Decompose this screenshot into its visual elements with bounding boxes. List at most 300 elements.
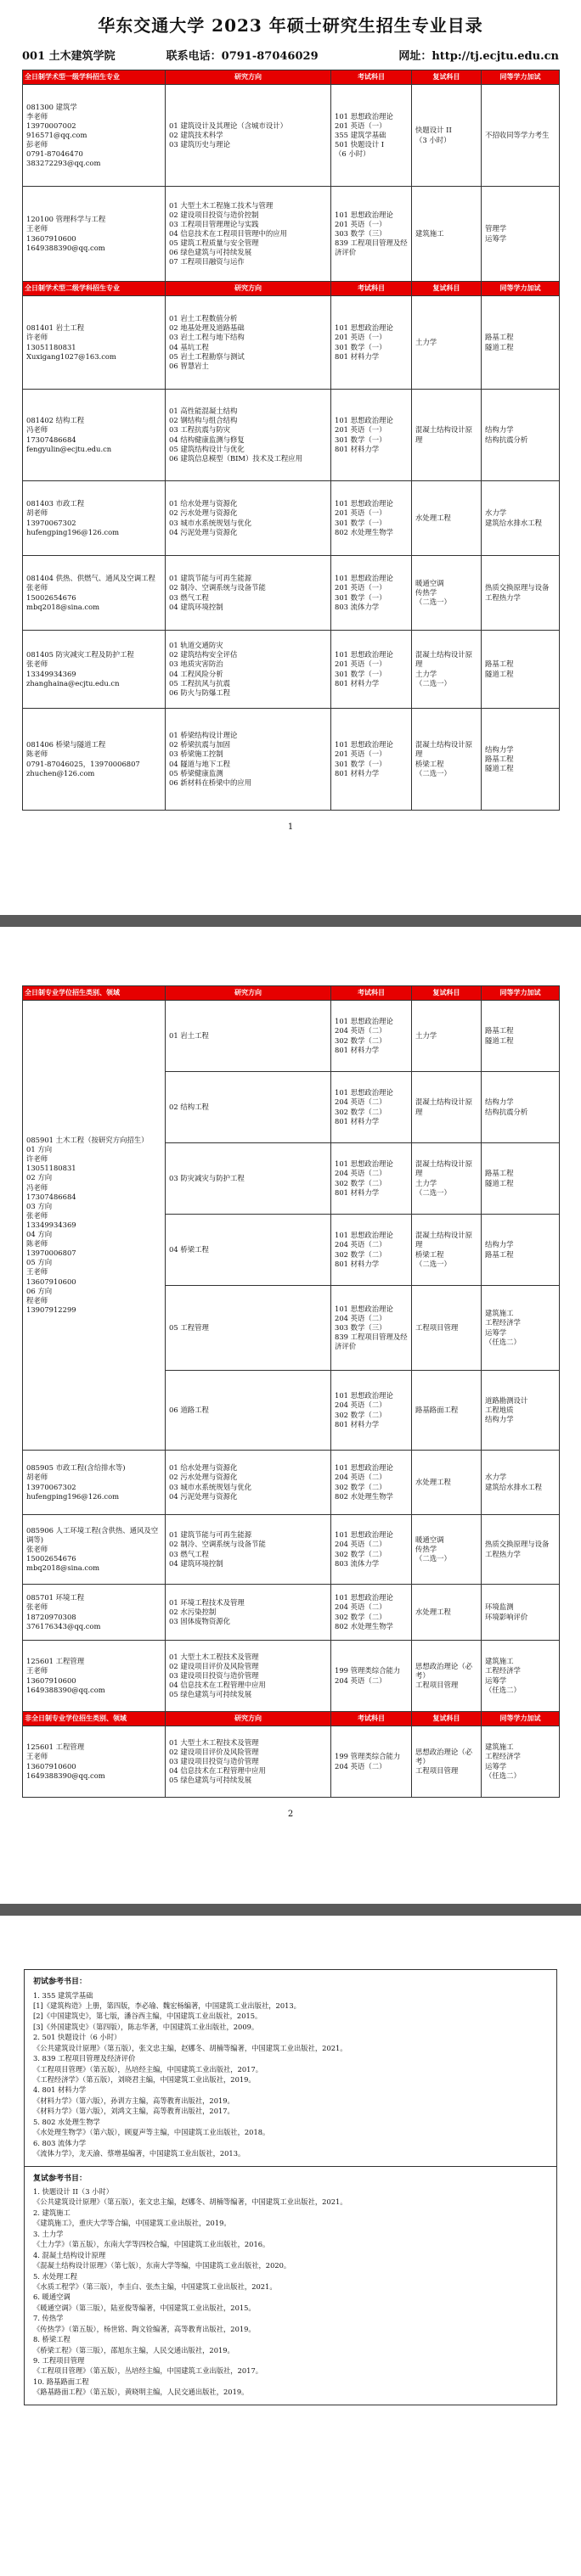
cell-line: 03 固体废物资源化: [169, 1617, 230, 1626]
exam-subjects-cell: [331, 556, 412, 631]
website-link[interactable]: 网址：http://tj.ecjtu.edu.cn: [398, 50, 559, 63]
cell-line: 01 大型土木工程施工技术与管理: [169, 200, 274, 210]
cell-line: 混凝土结构设计原理: [415, 425, 472, 444]
cell-line: 204 英语（二）: [335, 1400, 386, 1410]
cell-line: 03 城市水系统规划与优化: [169, 1482, 252, 1491]
cell-line: 801 材料力学: [335, 1187, 380, 1197]
cell-line: 1649388390@qq.com: [26, 243, 105, 252]
cell-line: 路基工程: [485, 754, 514, 763]
research-directions-cell: [166, 390, 331, 481]
cell-line: 工程经济学: [485, 1666, 521, 1675]
cell-line: 802 水处理生物学: [335, 527, 393, 536]
exam-subjects-cell: [331, 390, 412, 481]
cell-line: 01 建筑节能与可再生能源: [169, 1530, 252, 1540]
reference-line: 10. 路基路面工程: [33, 2377, 89, 2386]
cell-line: 802 水处理生物学: [335, 1621, 393, 1630]
cell-line: 801 材料力学: [335, 1419, 380, 1428]
cell-line: 工程项目管理: [415, 1681, 459, 1690]
page-separator: [0, 1889, 581, 1935]
cell-line: 204 英语（二）: [335, 1473, 386, 1482]
cell-line: 冯老师: [26, 425, 48, 435]
cell-line: 结构抗震分析: [485, 1107, 528, 1116]
cell-line: 01 建筑节能与可再生能源: [169, 574, 252, 583]
cell-line: 暖通空调: [415, 1535, 444, 1544]
retest-subjects-cell: [412, 296, 482, 390]
column-header: 复试科目: [412, 1712, 482, 1726]
cell-line: 101 思想政治理论: [335, 111, 393, 121]
cell-line: 201 英语（一）: [335, 583, 386, 592]
program-row: [23, 709, 560, 811]
retest-subjects-cell: [412, 1143, 482, 1215]
cell-line: 0791-87046470: [26, 149, 83, 159]
cell-line: 土力学: [415, 337, 437, 346]
cell-line: 201 英语（一）: [335, 659, 386, 669]
column-header: 研究方向: [166, 70, 331, 85]
cell-line: 隧道工程: [485, 764, 514, 773]
document-title: 华东交通大学 2023 年硕士研究生招生专业目录: [98, 15, 483, 36]
program-row: [23, 556, 560, 631]
cell-line: 03 建设项目投资与造价管理: [169, 1670, 259, 1680]
program-row: [23, 1451, 560, 1515]
cell-line: 199 管理类综合能力: [335, 1752, 401, 1761]
contact-phone: 联系电话：0791-87046029: [166, 50, 319, 63]
cell-line: 热质交换原理与设备: [485, 1540, 550, 1549]
research-directions-cell: [166, 1286, 331, 1371]
program-major-cell: [23, 1451, 166, 1515]
cell-line: 胡老师: [26, 1473, 48, 1482]
cell-line: 801 材料力学: [335, 1116, 380, 1125]
cell-line: 101 思想政治理论: [335, 499, 393, 508]
page-3: [0, 1935, 581, 2576]
program-row: [23, 85, 560, 187]
cell-line: 工程热力学: [485, 592, 521, 602]
research-directions-cell: [166, 631, 331, 709]
reference-line: 6. 暖通空调: [33, 2293, 71, 2302]
column-header: 复试科目: [412, 282, 482, 296]
cell-line: 01 方向: [26, 1145, 53, 1154]
cell-line: 06 建筑信息模型（BIM）技术及工程应用: [169, 453, 302, 463]
cell-line: 802 水处理生物学: [335, 1491, 393, 1501]
reference-line: 《传热学》（第五版），杨世铭、陶文铨编著，高等教育出版社，2019。: [33, 2324, 256, 2333]
reference-line: 9. 工程项目管理: [33, 2356, 85, 2365]
program-major-cell: [23, 1515, 166, 1585]
cell-line: 803 流体力学: [335, 1558, 380, 1568]
cell-line: 07 工程项目融资与运作: [169, 257, 245, 267]
cell-line: 085906 人工环境工程(含供热、通风及空调等): [26, 1525, 159, 1544]
cell-line: 路基路面工程: [415, 1405, 459, 1414]
cell-line: 05 方向: [26, 1258, 53, 1267]
retest-subjects-cell: [412, 1585, 482, 1641]
cell-line: 04 建筑环境控制: [169, 602, 223, 611]
cell-line: 03 岩土工程与地下结构: [169, 333, 245, 342]
cell-line: 801 材料力学: [335, 1045, 380, 1054]
retest-subjects-cell: [412, 1072, 482, 1143]
cell-line: 302 数学（二）: [335, 1410, 386, 1419]
reference-line: 《混凝土结构设计原理》（第七版），东南大学等编，中国建筑工业出版社，2020。: [33, 2261, 291, 2270]
cell-line: 许老师: [26, 1154, 48, 1164]
cell-line: 383272293@qq.com: [26, 159, 101, 168]
cell-line: 运筹学: [485, 1761, 507, 1771]
cell-line: 201 英语（一）: [335, 333, 386, 342]
cell-line: 01 给水处理与资源化: [169, 1463, 238, 1473]
cell-line: 04 结构健康监测与修复: [169, 435, 245, 444]
cell-line: 王老师: [26, 1666, 48, 1675]
cell-line: 03 防灾减灾与防护工程: [169, 1173, 245, 1182]
research-directions-cell: [166, 1641, 331, 1712]
cell-line: 085701 环境工程: [26, 1593, 85, 1602]
cell-line: 思想政治理论（必考）: [415, 1661, 472, 1680]
equivalent-extra-cell: [482, 1072, 560, 1143]
cell-line: 热质交换原理与设备: [485, 583, 550, 592]
cell-line: 204 英语（二）: [335, 1761, 386, 1771]
cell-line: 不招收同等学力考生: [485, 130, 550, 139]
cell-line: 081406 桥梁与隧道工程: [26, 740, 106, 749]
cell-line: 302 数学（二）: [335, 1482, 386, 1491]
equivalent-extra-cell: [482, 1585, 560, 1641]
cell-line: 张老师: [26, 583, 48, 592]
cell-line: 传热学: [415, 587, 437, 597]
retest-subjects-cell: [412, 390, 482, 481]
cell-line: 混凝土结构设计原理: [415, 1159, 472, 1178]
reference-line: 4. 混凝土结构设计原理: [33, 2250, 106, 2259]
reference-line: 3. 839 工程项目管理及经济评价: [33, 2054, 136, 2063]
reference-line: 《桥梁工程》（第三版），邵旭东主编，人民交通出版社，2019。: [33, 2345, 234, 2354]
cell-line: 04 桥梁工程: [169, 1244, 209, 1254]
cell-line: 运筹学: [485, 1675, 507, 1685]
cell-line: 路基工程: [485, 333, 514, 342]
cell-line: 04 建筑环境控制: [169, 1558, 223, 1568]
exam-subjects-cell: [331, 1001, 412, 1072]
cell-line: 05 绿色建筑与可持续发展: [169, 1690, 252, 1699]
column-header: 考试科目: [331, 986, 412, 1001]
cell-line: 13051180831: [26, 342, 76, 351]
cell-line: （二选一）: [415, 678, 451, 687]
cell-line: 路基工程: [485, 659, 514, 669]
retest-subjects-cell: [412, 631, 482, 709]
section-name: 全日制专业学位招生类别、领域: [23, 986, 166, 1001]
catalog-table-page-1: [22, 70, 560, 811]
cell-line: 302 数学（二）: [335, 1107, 386, 1116]
equivalent-extra-cell: [482, 1641, 560, 1712]
cell-line: 06 绿色建筑与可持续发展: [169, 248, 252, 257]
cell-line: 13607910600: [26, 233, 76, 243]
cell-line: 03 桥梁施工控制: [169, 749, 223, 759]
program-row: [23, 390, 560, 481]
program-row: [23, 1515, 560, 1585]
retest-books-title: 复试参考书目：: [33, 2174, 87, 2183]
cell-line: 125601 工程管理: [26, 1657, 85, 1666]
cell-line: 水力学: [485, 1473, 507, 1482]
cell-line: 王老师: [26, 224, 48, 233]
column-header: 复试科目: [412, 70, 482, 85]
cell-line: 101 思想政治理论: [335, 210, 393, 219]
cell-line: 801 材料力学: [335, 768, 380, 777]
cell-line: 101 思想政治理论: [335, 1231, 393, 1240]
cell-line: 冯老师: [26, 1182, 48, 1192]
cell-line: 1649388390@qq.com: [26, 1771, 105, 1780]
research-directions-cell: [166, 1451, 331, 1515]
initial-books-title: 初试参考书目：: [33, 1978, 87, 1986]
exam-subjects-cell: [331, 481, 412, 556]
cell-line: 101 思想政治理论: [335, 1017, 393, 1026]
page-1: [0, 0, 581, 900]
cell-line: 355 建筑学基础: [335, 130, 386, 139]
exam-subjects-cell: [331, 1726, 412, 1798]
cell-line: 801 材料力学: [335, 1259, 380, 1268]
cell-line: （3 小时）: [415, 135, 451, 144]
cell-line: 02 建筑结构安全评估: [169, 650, 238, 659]
reference-line: 《工程项目管理》（第五版），丛培经主编，中国建筑工业出版社，2017。: [33, 2064, 263, 2074]
cell-line: （二选一）: [415, 768, 451, 777]
cell-line: 01 岩土工程: [169, 1030, 209, 1040]
cell-line: 05 建筑结构设计与优化: [169, 444, 245, 453]
equivalent-extra-cell: [482, 1143, 560, 1215]
equivalent-extra-cell: [482, 1515, 560, 1585]
cell-line: 302 数学（二）: [335, 1249, 386, 1259]
cell-line: 隧道工程: [485, 1178, 514, 1187]
cell-line: （任选二）: [485, 1685, 521, 1694]
program-row: [23, 296, 560, 390]
program-row: [23, 187, 560, 282]
cell-line: 303 数学（三）: [335, 228, 386, 238]
cell-line: 王老师: [26, 1267, 48, 1277]
cell-line: 陈老师: [26, 749, 48, 759]
cell-line: 02 钢结构与组合结构: [169, 416, 238, 425]
cell-line: 081300 建筑学: [26, 102, 77, 111]
research-directions-cell: [166, 1072, 331, 1143]
column-header: 复试科目: [412, 986, 482, 1001]
research-directions-cell: [166, 556, 331, 631]
cell-line: 桥梁工程: [415, 759, 444, 768]
column-header: 考试科目: [331, 1712, 412, 1726]
cell-line: 建筑施工: [485, 1743, 514, 1752]
cell-line: 125601 工程管理: [26, 1743, 85, 1752]
cell-line: 02 建筑技术科学: [169, 130, 223, 139]
cell-line: 03 地质灾害防治: [169, 659, 223, 669]
retest-subjects-cell: [412, 709, 482, 811]
cell-line: 隧道工程: [485, 1035, 514, 1045]
cell-line: 06 智慧岩土: [169, 361, 209, 370]
program-major-cell: [23, 556, 166, 631]
reference-line: 7. 传热学: [33, 2314, 64, 2323]
reference-line: 《土力学》（第五版），东南大学等四校合编，中国建筑工业出版社，2016。: [33, 2240, 270, 2249]
page-number: 2: [287, 1810, 294, 1819]
program-major-cell: [23, 1641, 166, 1712]
reference-line: [3]《外国建筑史》（第四版），陈志华著，中国建筑工业出版社，2009。: [33, 2022, 259, 2031]
cell-line: 04 工程风险分析: [169, 669, 223, 678]
cell-line: 05 岩土工程勘察与测试: [169, 351, 245, 361]
cell-line: 04 信息技术在工程管理中应用: [169, 1766, 266, 1776]
cell-line: 02 水污染控制: [169, 1607, 217, 1616]
reference-line: 《材料力学》（第六版），孙训方主编，高等教育出版社，2019。: [33, 2096, 234, 2105]
cell-line: 13970006807: [26, 1249, 76, 1258]
cell-line: 01 桥梁结构设计理论: [169, 731, 238, 740]
research-directions-cell: [166, 709, 331, 811]
cell-line: 建筑施工: [485, 1309, 514, 1318]
cell-line: 04 信息技术在工程管理中应用: [169, 1681, 266, 1690]
reference-line: 3. 土力学: [33, 2229, 64, 2238]
retest-subjects-cell: [412, 1641, 482, 1712]
cell-line: 06 新材料在桥梁中的应用: [169, 777, 252, 787]
cell-line: 路基工程: [485, 1026, 514, 1035]
cell-line: 05 桥梁健康监测: [169, 768, 223, 777]
program-major-cell: [23, 187, 166, 282]
section-name: 非全日制专业学位招生类别、领域: [23, 1712, 166, 1726]
equivalent-extra-cell: [482, 556, 560, 631]
cell-line: 结构力学: [485, 425, 514, 435]
column-header: 研究方向: [166, 1712, 331, 1726]
cell-line: 思想政治理论（必考）: [415, 1747, 472, 1765]
equivalent-extra-cell: [482, 631, 560, 709]
reference-line: [2]《中国建筑史》，第七版，潘谷西主编，中国建筑工业出版社，2015。: [33, 2012, 262, 2021]
column-header: 同等学力加试: [482, 282, 560, 296]
cell-line: 101 思想政治理论: [335, 650, 393, 659]
cell-line: 02 方向: [26, 1173, 53, 1182]
cell-line: 01 建筑设计及其理论（含城市设计）: [169, 121, 287, 130]
cell-line: 建筑给水排水工程: [485, 518, 542, 527]
equivalent-extra-cell: [482, 481, 560, 556]
cell-line: 101 思想政治理论: [335, 1088, 393, 1097]
cell-line: 13607910600: [26, 1675, 76, 1685]
cell-line: 建筑给水排水工程: [485, 1482, 542, 1491]
program-row: [23, 1001, 560, 1072]
program-major-cell: [23, 296, 166, 390]
cell-line: 路基工程: [485, 1249, 514, 1259]
cell-line: 管理学: [485, 224, 507, 233]
reference-line: 2. 建筑施工: [33, 2208, 71, 2217]
cell-line: 土力学: [415, 1030, 437, 1040]
retest-subjects-cell: [412, 481, 482, 556]
cell-line: 工程热力学: [485, 1549, 521, 1558]
cell-line: 501 快题设计 I: [335, 140, 385, 149]
cell-line: 04 信息技术在工程项目管理中的应用: [169, 228, 287, 238]
cell-line: 混凝土结构设计原理: [415, 740, 472, 759]
cell-line: 301 数学（一）: [335, 669, 386, 678]
equivalent-extra-cell: [482, 1215, 560, 1286]
program-row: [23, 1585, 560, 1641]
research-directions-cell: [166, 1726, 331, 1798]
cell-line: 302 数学（二）: [335, 1035, 386, 1045]
cell-line: 桥梁工程: [415, 1249, 444, 1259]
cell-line: 02 结构工程: [169, 1102, 209, 1111]
cell-line: 302 数学（二）: [335, 1549, 386, 1558]
cell-line: 结构力学: [485, 1240, 514, 1249]
cell-line: 03 工程抗震与防灾: [169, 425, 230, 435]
cell-line: 02 建设项目投资与造价控制: [169, 210, 259, 219]
cell-line: 101 思想政治理论: [335, 1530, 393, 1540]
equivalent-extra-cell: [482, 296, 560, 390]
cell-line: 081403 市政工程: [26, 499, 85, 508]
cell-line: Xuxigang1027@163.com: [26, 351, 116, 361]
cell-line: 混凝土结构设计原理: [415, 1097, 472, 1116]
retest-subjects-cell: [412, 1286, 482, 1371]
cell-line: 水处理工程: [415, 1607, 451, 1616]
column-header: 研究方向: [166, 986, 331, 1001]
cell-line: 01 轨道交通防灾: [169, 641, 223, 650]
cell-line: 302 数学（二）: [335, 1612, 386, 1621]
cell-line: 土力学: [415, 1178, 437, 1187]
cell-line: 隧道工程: [485, 342, 514, 351]
exam-subjects-cell: [331, 1286, 412, 1371]
reference-line: 《工程项目管理》（第五版），丛培经主编，中国建筑工业出版社，2017。: [33, 2366, 263, 2376]
section-header-row: [23, 282, 560, 296]
cell-line: 混凝土结构设计原理: [415, 650, 472, 669]
program-major-cell: [23, 481, 166, 556]
cell-line: 204 英语（二）: [335, 1240, 386, 1249]
cell-line: 01 岩土工程数值分析: [169, 314, 238, 323]
cell-line: 胡老师: [26, 508, 48, 518]
research-directions-cell: [166, 1001, 331, 1072]
column-header: 考试科目: [331, 282, 412, 296]
cell-line: 01 大型土木工程技术及管理: [169, 1737, 259, 1747]
cell-line: hufengping196@126.com: [26, 1491, 120, 1501]
cell-line: 199 管理类综合能力: [335, 1666, 401, 1675]
cell-line: 王老师: [26, 1752, 48, 1761]
reference-line: 《水质工程学》（第三版），李圭白、张杰主编，中国建筑工业出版社，2021。: [33, 2281, 277, 2291]
cell-line: 张老师: [26, 1602, 48, 1612]
cell-line: 许老师: [26, 333, 48, 342]
cell-line: 06 方向: [26, 1286, 53, 1295]
school-info-row: [22, 47, 559, 63]
cell-line: 混凝土结构设计原理: [415, 1231, 472, 1249]
cell-line: 301 数学（一）: [335, 518, 386, 527]
reference-line: 《公共建筑设计原理》（第五版），张文忠主编，赵娜冬、胡楠等编著，中国建筑工业出版社，2021。: [33, 2043, 347, 2052]
cell-line: 839 工程项目管理及经济评价: [335, 1333, 408, 1351]
cell-line: 道路勘测设计: [485, 1395, 528, 1405]
cell-line: 803 流体力学: [335, 602, 380, 611]
cell-line: 13607910600: [26, 1761, 76, 1771]
cell-line: 303 数学（三）: [335, 1322, 386, 1332]
cell-line: 302 数学（二）: [335, 1178, 386, 1187]
cell-line: 13970067302: [26, 518, 76, 527]
cell-line: 201 英语（一）: [335, 219, 386, 228]
reference-line: 《水处理生物学》（第六版），顾夏声等主编，中国建筑工业出版社，2018。: [33, 2128, 270, 2137]
program-major-cell: [23, 1585, 166, 1641]
cell-line: 13051180831: [26, 1164, 76, 1173]
cell-line: 085901 土木工程（按研究方向招生）: [26, 1136, 149, 1145]
reference-line: 《流体力学》，龙天渝、蔡增基编著，中国建筑工业出版社，2013。: [33, 2149, 245, 2158]
research-directions-cell: [166, 481, 331, 556]
column-header: 同等学力加试: [482, 70, 560, 85]
cell-line: 204 英语（二）: [335, 1602, 386, 1612]
cell-line: 03 工程项目管理理论与实践: [169, 219, 259, 228]
cell-line: 结构力学: [485, 1097, 514, 1107]
cell-line: 01 高性能混凝土结构: [169, 407, 238, 416]
exam-subjects-cell: [331, 1641, 412, 1712]
cell-line: 04 污泥处理与资源化: [169, 1491, 238, 1501]
cell-line: 水处理工程: [415, 513, 451, 522]
cell-line: 02 建设项目评价及风险管理: [169, 1661, 259, 1670]
cell-line: 02 污水处理与资源化: [169, 508, 238, 518]
cell-line: 13970007002: [26, 121, 76, 130]
cell-line: 301 数学（一）: [335, 435, 386, 444]
cell-line: 204 英语（二）: [335, 1026, 386, 1035]
cell-line: 201 英语（一）: [335, 508, 386, 518]
program-major-cell: [23, 709, 166, 811]
cell-line: 081404 供热、供燃气、通风及空调工程: [26, 574, 155, 583]
cell-line: 101 思想政治理论: [335, 1391, 393, 1400]
research-directions-cell: [166, 296, 331, 390]
reference-line: 《工程经济学》（第五版），刘晓君主编，中国建筑工业出版社，2019。: [33, 2075, 256, 2084]
equivalent-extra-cell: [482, 1286, 560, 1371]
reference-line: 5. 802 水处理生物学: [33, 2117, 100, 2126]
cell-line: 02 制冷、空调系统与设备节能: [169, 583, 266, 592]
cell-line: 06 道路工程: [169, 1405, 209, 1414]
cell-line: 环境影响评价: [485, 1612, 528, 1621]
cell-line: 张老师: [26, 659, 48, 669]
cell-line: （二选一）: [415, 1187, 451, 1197]
cell-line: 02 污水处理与资源化: [169, 1473, 238, 1482]
